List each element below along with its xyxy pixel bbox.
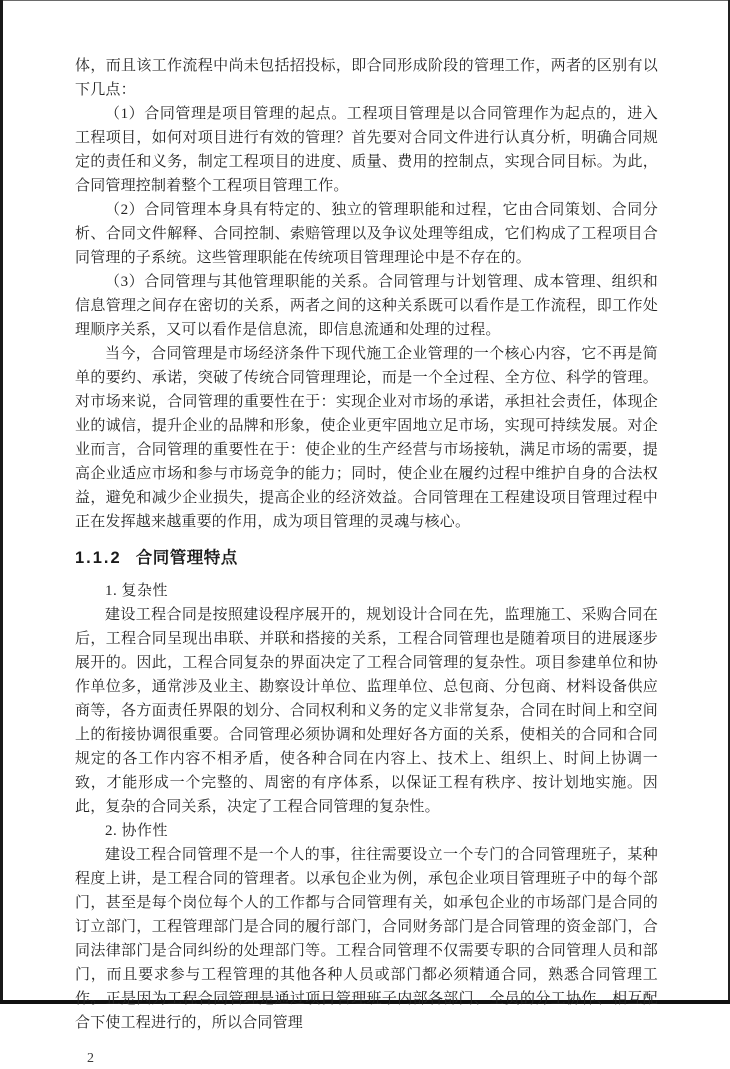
paragraph-feature-1-complexity: 建设工程合同是按照建设程序展开的，规划设计合同在先，监理施工、采购合同在后，工程合同呈现出串联、并联和搭接的关系，工程合同管理也是随着项目的进展逐步展开的。因此，工程合同复杂的界面决定了工程合同管理的复杂性。项目参建单位和协作单位多，通常涉及业主、勘察设计单位、监理单位、总包商、分包商、材料设备供应商等，各方面责任界限的划分、合同权利和义务的定义非常复杂，合同在时间上和空间上的衔接协调很重要。合同管理必须协调和处理好各方面的关系，使相关的合同和合同规定的各工作内容不相矛盾，使各种合同在内容上、技术上、组织上、时间上协调一致，才能形成一个完整的、周密的有序体系，以保证工程有秩序、按计划地实施。因此，复杂的合同关系，决定了工程合同管理的复杂性。 (75, 607, 658, 815)
paragraph-intro-continuation: 体，而且该工作流程中尚未包括招投标，即合同形成阶段的管理工作，两者的区别有以下几点： (75, 58, 658, 98)
scan-edge-top (0, 0, 730, 1)
paragraph-feature-2-collaboration: 建设工程合同管理不是一个人的事，往往需要设立一个专门的合同管理班子，某种程度上讲，是工程合同的管理者。以承包企业为例，承包企业项目管理班子中的每个部门，甚至是每个岗位每个人的工作都与合同管理有关，如承包企业的市场部门是合同的订立部门，工程管理部门是合同的履行部门，合同财务部门是合同管理的资金部门，合同法律部门是合同纠纷的处理部门等。工程合同管理不仅需要专职的合同管理人员和部门，而且要求参与工程管理的其他各种人员或部门都必须精通合同，熟悉合同管理工作。正是因为工程合同管理是通过项目管理班子内部各部门、全员的分工协作、相互配合下使工程进行的，所以合同管理 (75, 847, 658, 1031)
paragraph-market-importance: 当今，合同管理是市场经济条件下现代施工企业管理的一个核心内容，它不再是简单的要约、承诺，突破了传统合同管理理论，而是一个全过程、全方位、科学的管理。对市场来说，合同管理的重要性在于：实现企业对市场的承诺，承担社会责任，体现企业的诚信，提升企业的品牌和形象，使企业更牢固地立足市场，实现可持续发展。对企业而言，合同管理的重要性在于：使企业的生产经营与市场接轨，满足市场的需要，提高企业适应市场和参与市场竞争的能力；同时，使企业在履约过程中维护自身的合法权益，避免和减少企业损失，提高企业的经济效益。合同管理在工程建设项目管理过程中正在发挥越来越重要的作用，成为项目管理的灵魂与核心。 (75, 346, 658, 530)
paragraph-point-3: （3）合同管理与其他管理职能的关系。合同管理与计划管理、成本管理、组织和信息管理之间存在密切的关系，两者之间的这种关系既可以看作是工作流程，即工作处理顺序关系，又可以看作是信息流，即信息流通和处理的过程。 (75, 274, 658, 338)
page-number: 2 (87, 1051, 94, 1066)
subheading-feature-2-collaboration: 2. 协作性 (105, 823, 169, 839)
paragraph-point-1: （1）合同管理是项目管理的起点。工程项目管理是以合同管理作为起点的，进入工程项目，如何对项目进行有效的管理？首先要对合同文件进行认真分析，明确合同规定的责任和义务，制定工程项目的进度、质量、费用的控制点，实现合同目标。为此，合同管理控制着整个工程项目管理工作。 (75, 106, 658, 194)
subheading-feature-1-complexity: 1. 复杂性 (105, 583, 169, 599)
paragraph-point-2: （2）合同管理本身具有特定的、独立的管理职能和过程，它由合同策划、合同分析、合同文件解释、合同控制、索赔管理以及争议处理等组成，它们构成了工程项目合同管理的子系统。这些管理职能在传统项目管理理论中是不存在的。 (75, 202, 658, 266)
page-content (75, 54, 658, 1069)
scan-edge-left (0, 0, 3, 1004)
section-heading-number: 1.1.2 (75, 549, 122, 567)
section-heading-1-1-2 (75, 546, 658, 570)
section-heading-title: 合同管理特点 (135, 549, 238, 567)
